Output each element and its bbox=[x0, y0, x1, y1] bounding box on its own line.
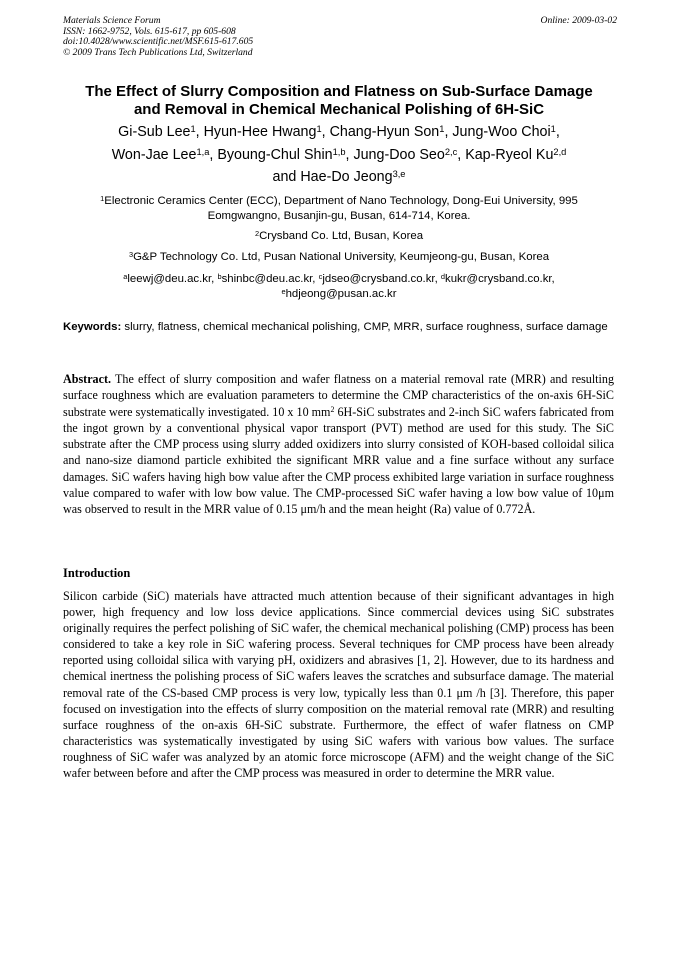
affiliation-1 bbox=[50, 194, 628, 223]
affiliation-text: G&P Technology Co. Ltd, Pusan National University, Keumjeong-gu, Busan, Korea bbox=[133, 251, 550, 263]
journal-name: Materials Science Forum bbox=[63, 15, 161, 26]
author-sup: 3,e bbox=[392, 169, 406, 180]
email-address: kukr@crysband.co.kr, bbox=[445, 273, 555, 285]
affiliation-text: Eomgwangno, Busanjin-gu, Busan, 614-714, Korea. bbox=[207, 209, 471, 222]
affiliation-sup: 2 bbox=[254, 229, 260, 239]
title-line-1: The Effect of Slurry Composition and Flatness on Sub-Surface Damage bbox=[85, 83, 593, 100]
online-date: Online: 2009-03-02 bbox=[540, 15, 617, 26]
email-line-2 bbox=[50, 287, 628, 302]
author-line-1 bbox=[50, 121, 628, 144]
author-sup: 1 bbox=[550, 124, 556, 135]
affiliation-text: Crysband Co. Ltd, Busan, Korea bbox=[259, 230, 424, 242]
email-sup: c bbox=[318, 272, 323, 282]
author-sep: , bbox=[321, 124, 330, 140]
author-sep: , bbox=[444, 124, 453, 140]
email-sup: b bbox=[217, 272, 222, 282]
affiliation-sup: 3 bbox=[128, 250, 134, 260]
author-sep: , bbox=[209, 146, 218, 163]
email-address: leewj@deu.ac.kr, bbox=[127, 273, 218, 285]
journal-header bbox=[63, 16, 617, 58]
affiliation-2 bbox=[50, 229, 628, 244]
email-line-1 bbox=[50, 272, 628, 287]
email-sup: a bbox=[123, 272, 128, 282]
author-sup: 1 bbox=[316, 124, 322, 135]
author-name: Chang-Hyun Son bbox=[329, 124, 440, 140]
author-sup: 1,a bbox=[196, 146, 210, 157]
email-address: shinbc@deu.ac.kr, bbox=[221, 273, 319, 285]
keywords-text: slurry, flatness, chemical mechanical polishing, CMP, MRR, surface roughness, surface damage bbox=[121, 321, 608, 333]
journal-doi: doi:10.4028/www.scientific.net/MSF.615-617.605 bbox=[63, 36, 254, 48]
abstract-text: The effect of slurry composition and wafer flatness on a material removal rate (MRR) and resulting surface roughness which are evaluation parameters to determine the CMP characteristics of the on-axis 6H-SiC substrate were systematically investigated. 10 x 10 mm bbox=[63, 372, 614, 419]
author-name: and Hae-Do Jeong bbox=[272, 169, 393, 185]
email-address: hdjeong@pusan.ac.kr bbox=[285, 287, 397, 300]
abstract-label: Abstract. bbox=[63, 372, 112, 386]
author-line-2 bbox=[50, 144, 628, 167]
author-sup: 1,b bbox=[332, 146, 346, 157]
author-sup: 1 bbox=[190, 124, 196, 135]
author-line-3 bbox=[50, 166, 628, 189]
keywords bbox=[63, 320, 613, 336]
introduction-body: Silicon carbide (SiC) materials have attracted much attention because of their significant advantages in high power, high frequency and low loss device applications. Since commercial devices using SiC substrates originally requires the perfect polishing of SiC wafer, the chemical mechanical polishing (CMP) process has been considered to take a key role in SiC wafering process. Several techniques for CMP process have been already reported using colloidal silica with varying pH, oxidizers and abrasives [1, 2]. However, due to its hardness and chemical inertness the polishing process of SiC wafers leaves the scratches and subsurface damage. The material removal rate of the CS-based CMP process is very low, typically less than 0.1 μm /h [3]. Therefore, this paper focused on investigation into the effects of slurry composition on the material removal rate (MRR) and resulting surface roughness of the on-axis 6H-SiC substrate. Furthermore, the effect of wafer flatness on CMP characteristics was systematically investigated by using SiC wafers with various bow values. The surface roughness of SiC wafer was analyzed by an atomic force microscope (AFM) and the weight change of the SiC wafer between before and after the CMP process was measured in order to determine the MRR value. bbox=[63, 589, 614, 781]
email-address: jdseo@crysband.co.kr, bbox=[322, 273, 441, 285]
author-sup: 2,c bbox=[444, 146, 458, 157]
author-sup: 1 bbox=[439, 124, 445, 135]
author-sep: , bbox=[345, 146, 354, 163]
affiliation-3 bbox=[50, 250, 628, 265]
author-sep: , bbox=[555, 124, 560, 140]
author-name: Kap-Ryeol Ku bbox=[465, 146, 554, 163]
paper-title bbox=[50, 83, 628, 119]
author-name: Hyun-Hee Hwang bbox=[203, 124, 317, 140]
author-sep: , bbox=[457, 146, 466, 163]
author-sup: 2,d bbox=[553, 146, 567, 157]
abstract-sup: 2 bbox=[330, 405, 335, 415]
affiliation-sup: 1 bbox=[100, 194, 105, 204]
keywords-label: Keywords: bbox=[63, 321, 122, 333]
abstract-text: 6H-SiC substrates and 2-inch SiC wafers fabricated from the ingot grown by a conventional physical vapor transport (PVT) method are used for this study. The SiC substrate after the CMP process using slurry added oxidizers into slurry consisted of KOH-based colloidal silica and nano-size diamond particle exhibited the significant MRR value and a fine surface without any surface damages. SiC wafers having high bow value after the CMP process exhibited large variation in surface roughness value compared to wafer with low bow value. The CMP-processed SiC wafer having a low bow value of 10μm was observed to result in the MRR value of 0.15 μm/h and the mean height (Ra) value of 0.772Å. bbox=[63, 404, 614, 517]
email-list bbox=[50, 272, 628, 301]
author-sep: , bbox=[195, 124, 204, 140]
author-name: Gi-Sub Lee bbox=[118, 124, 191, 140]
email-sup: d bbox=[440, 272, 446, 282]
affiliation-text: Electronic Ceramics Center (ECC), Department of Nano Technology, Dong-Eui University, 995 bbox=[104, 195, 578, 207]
title-line-2: and Removal in Chemical Mechanical Polishing of 6H-SiC bbox=[133, 101, 545, 118]
author-name: Jung-Doo Seo bbox=[353, 146, 445, 163]
author-name: Byoung-Chul Shin bbox=[217, 146, 333, 163]
section-heading: Introduction bbox=[63, 566, 131, 580]
email-sup: e bbox=[281, 286, 286, 296]
journal-issn: ISSN: 1662-9752, Vols. 615-617, pp 605-608 bbox=[63, 25, 236, 37]
journal-copyright: © 2009 Trans Tech Publications Ltd, Switzerland bbox=[63, 46, 253, 58]
author-list bbox=[50, 121, 628, 189]
author-name: Won-Jae Lee bbox=[111, 146, 197, 163]
author-name: Jung-Woo Choi bbox=[452, 124, 551, 140]
abstract bbox=[63, 371, 614, 518]
